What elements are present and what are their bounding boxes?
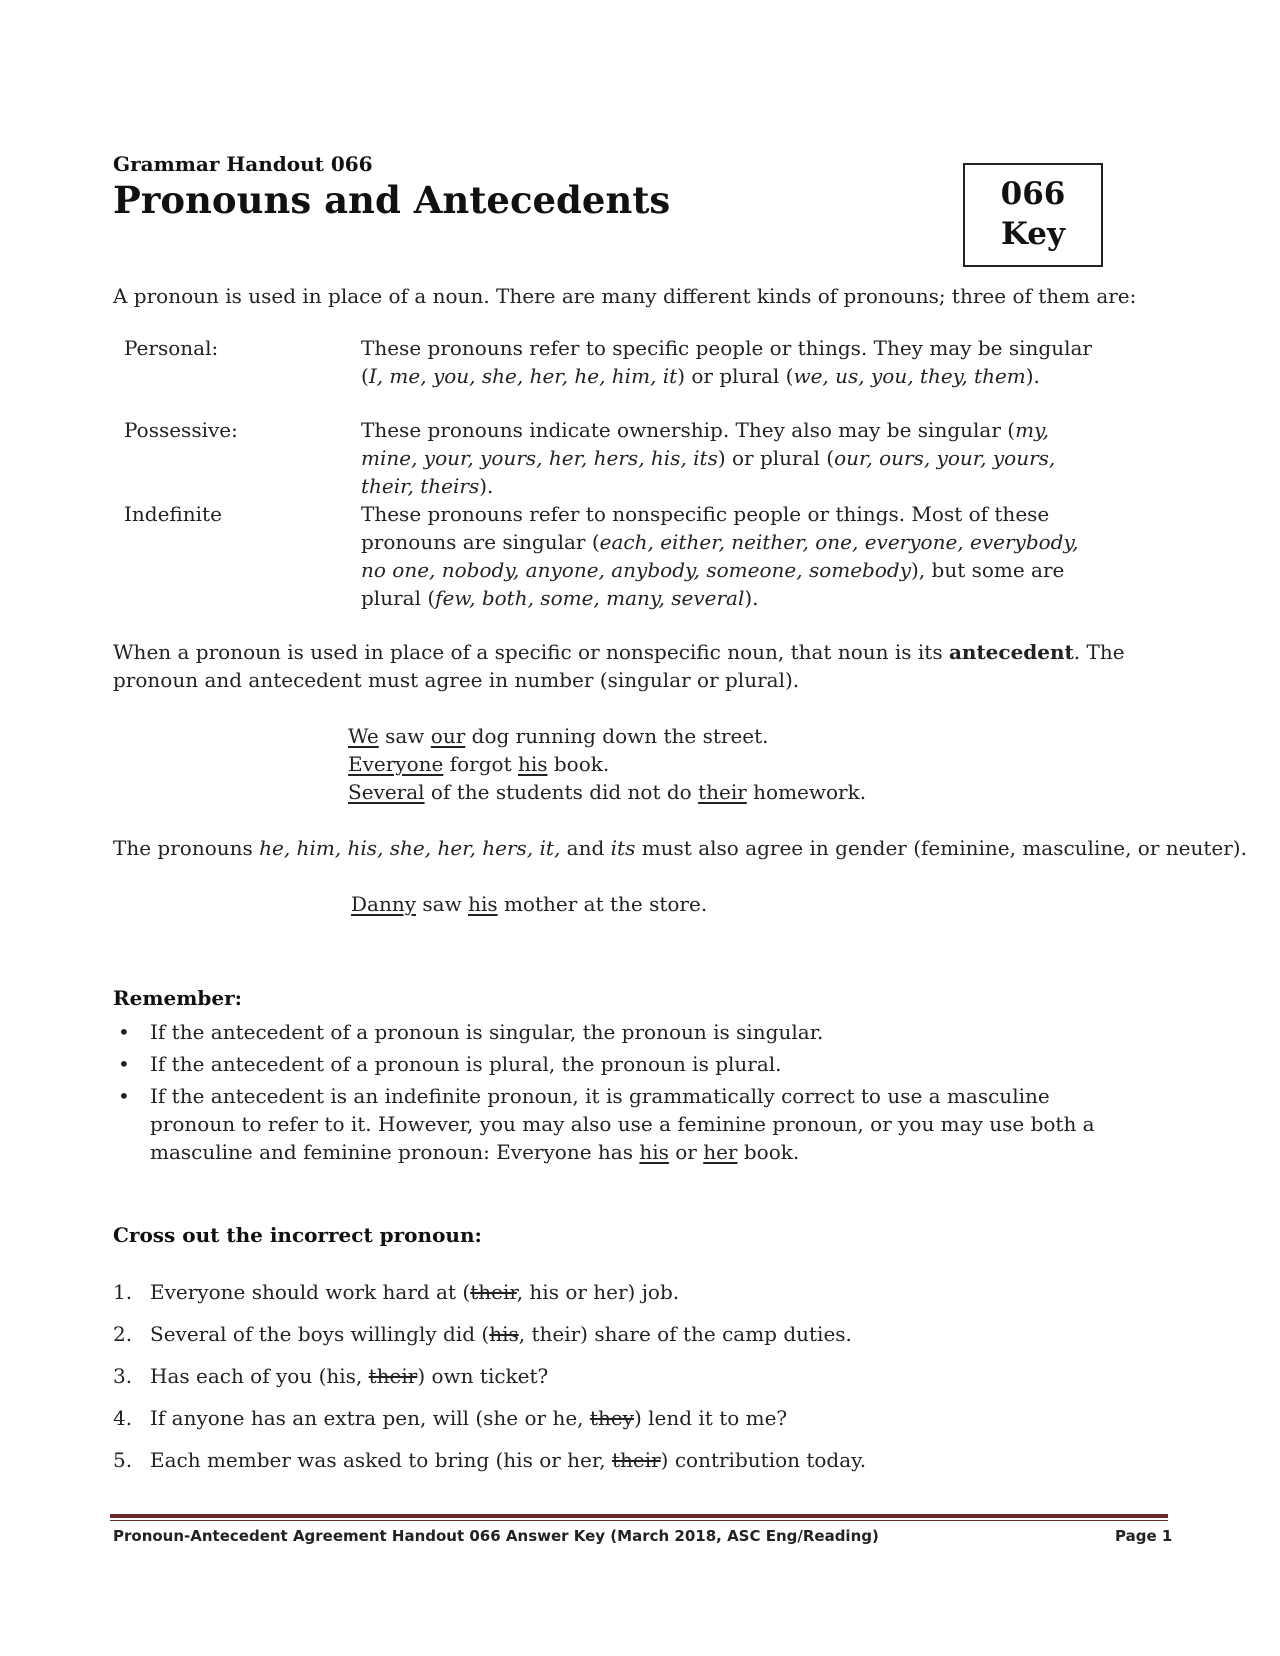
remember-list [113, 1018, 1133, 1170]
example-text: book. [547, 752, 610, 776]
definition-term-possessive: Possessive: [124, 418, 238, 442]
list-item [113, 1082, 1133, 1166]
item-text: If anyone has an extra pen, will (she or he, [150, 1406, 590, 1430]
antecedent-word: Everyone [348, 752, 444, 776]
definition-text: These pronouns refer to specific people or things. They may be singular ( [361, 336, 1092, 388]
item-text: , their) share of the camp duties. [518, 1322, 852, 1346]
item-number: 3. [113, 1364, 133, 1388]
item-text: ) contribution today. [660, 1448, 867, 1472]
antecedent-word: Several [348, 780, 425, 804]
footer-rule [110, 1514, 1168, 1518]
example-sentence [348, 750, 866, 778]
singular-examples: I, me, you, she, her, he, him, it [368, 364, 678, 388]
page-number: Page 1 [1115, 1527, 1173, 1545]
singular-examples: each, either, neither, one, everyone, everybody, no one, nobody, anyone, anybody, someone, somebody [361, 530, 1079, 582]
bullet-text: If the antecedent of a pronoun is plural, the pronoun is plural. [150, 1052, 782, 1076]
exercise-item [113, 1278, 866, 1306]
list-item [113, 1050, 1133, 1078]
paragraph-text: . The pronoun and antecedent must agree in number (singular or plural). [113, 640, 1125, 692]
paragraph-text: When a pronoun is used in place of a specific or nonspecific noun, that noun is its [113, 640, 949, 664]
intro-paragraph: A pronoun is used in place of a noun. There are many different kinds of pronouns; three of them are: [113, 284, 1137, 308]
definition-personal [361, 334, 1106, 390]
pronoun-word: his [639, 1140, 669, 1164]
gender-pronouns: its [610, 836, 636, 860]
item-text: ) own ticket? [417, 1364, 549, 1388]
exercise-item [113, 1362, 866, 1390]
definition-term-indefinite: Indefinite [124, 502, 222, 526]
example-sentence [351, 890, 707, 918]
footer-rule-thin [110, 1520, 1168, 1521]
definition-text: ), but some are plural ( [361, 558, 1065, 610]
example-text: mother at the store. [497, 892, 708, 916]
footer-title: Pronoun-Antecedent Agreement Handout 066 Answer Key (March 2018, ASC Eng/Reading) [113, 1527, 879, 1545]
definition-indefinite [361, 500, 1106, 612]
number-agreement-examples [348, 722, 866, 806]
pronoun-word: his [468, 892, 498, 916]
paragraph-text: The pronouns [113, 836, 260, 860]
exercise-item [113, 1446, 866, 1474]
antecedent-word: Danny [351, 892, 417, 916]
antecedent-paragraph [113, 638, 1153, 694]
definition-text: These pronouns refer to nonspecific people or things. Most of these pronouns are singular ( [361, 502, 1050, 554]
handout-subtitle: Grammar Handout 066 [113, 152, 373, 176]
item-text: ) lend it to me? [633, 1406, 788, 1430]
pronoun-word: his [517, 752, 548, 776]
example-text: saw [416, 892, 469, 916]
gender-agreement-example [351, 890, 707, 918]
definition-text: ). [1025, 364, 1040, 388]
bullet-text: book. [737, 1140, 800, 1164]
definition-text: ) or plural ( [717, 446, 835, 470]
item-number: 2. [113, 1322, 133, 1346]
example-text: homework. [746, 780, 867, 804]
crossed-out-pronoun: their [368, 1364, 418, 1388]
gender-pronouns: he, him, his, she, her, hers, it, [259, 836, 561, 860]
crossed-out-pronoun: his [489, 1322, 519, 1346]
gender-paragraph [113, 834, 1247, 862]
exercise-heading: Cross out the incorrect pronoun: [113, 1223, 482, 1247]
list-item [113, 1018, 1133, 1046]
bullet-icon: • [118, 1020, 130, 1044]
bullet-text: or [668, 1140, 704, 1164]
example-sentence [348, 722, 866, 750]
exercise-item [113, 1320, 866, 1348]
remember-heading: Remember: [113, 986, 243, 1010]
pronoun-word: our [430, 724, 466, 748]
item-text: Has each of you (his, [150, 1364, 369, 1388]
definition-term-personal: Personal: [124, 336, 219, 360]
example-text: saw [378, 724, 431, 748]
definition-text: ). [479, 474, 494, 498]
item-text: , his or her) job. [516, 1280, 680, 1304]
crossed-out-pronoun: their [470, 1280, 517, 1304]
antecedent-term: antecedent [948, 640, 1074, 664]
definition-text: ) or plural ( [677, 364, 794, 388]
example-sentence [348, 778, 866, 806]
item-text: Each member was asked to bring (his or her, [150, 1448, 612, 1472]
example-text: of the students did not do [424, 780, 699, 804]
key-number: 066 [1000, 176, 1066, 212]
item-number: 1. [113, 1280, 133, 1304]
definition-text: These pronouns indicate ownership. They also may be singular ( [361, 418, 1016, 442]
plural-examples: we, us, you, they, them [793, 364, 1026, 388]
bullet-icon: • [118, 1084, 130, 1108]
bullet-text: If the antecedent of a pronoun is singular, the pronoun is singular. [150, 1020, 824, 1044]
paragraph-text: must also agree in gender (feminine, masculine, or neuter). [635, 836, 1247, 860]
pronoun-word: their [698, 780, 747, 804]
example-text: dog running down the street. [465, 724, 769, 748]
page-title: Pronouns and Antecedents [113, 178, 671, 222]
item-number: 4. [113, 1406, 133, 1430]
item-text: Several of the boys willingly did ( [150, 1322, 490, 1346]
plural-examples: our, ours, your, yours, their, theirs [361, 446, 1056, 498]
crossed-out-pronoun: they [589, 1406, 634, 1430]
antecedent-word: We [348, 724, 379, 748]
plural-examples: few, both, some, many, several [435, 586, 745, 610]
bullet-icon: • [118, 1052, 130, 1076]
paragraph-text: and [560, 836, 611, 860]
item-text: Everyone should work hard at ( [150, 1280, 471, 1304]
key-label: Key [1001, 216, 1065, 252]
crossed-out-pronoun: their [611, 1448, 661, 1472]
example-text: forgot [443, 752, 518, 776]
definition-text: ). [744, 586, 759, 610]
exercise-item [113, 1404, 866, 1432]
singular-examples: my, mine, your, yours, her, hers, his, its [361, 418, 1050, 470]
exercise-list [113, 1278, 866, 1488]
answer-key-box [963, 163, 1103, 267]
item-number: 5. [113, 1448, 133, 1472]
definition-possessive [361, 416, 1106, 500]
bullet-text: If the antecedent is an indefinite pronoun, it is grammatically correct to use a masculine pronoun to refer to it. However, you may also use a feminine pronoun, or you may use both a masculine and feminine pronoun: Everyone has [150, 1084, 1095, 1164]
pronoun-word: her [703, 1140, 738, 1164]
